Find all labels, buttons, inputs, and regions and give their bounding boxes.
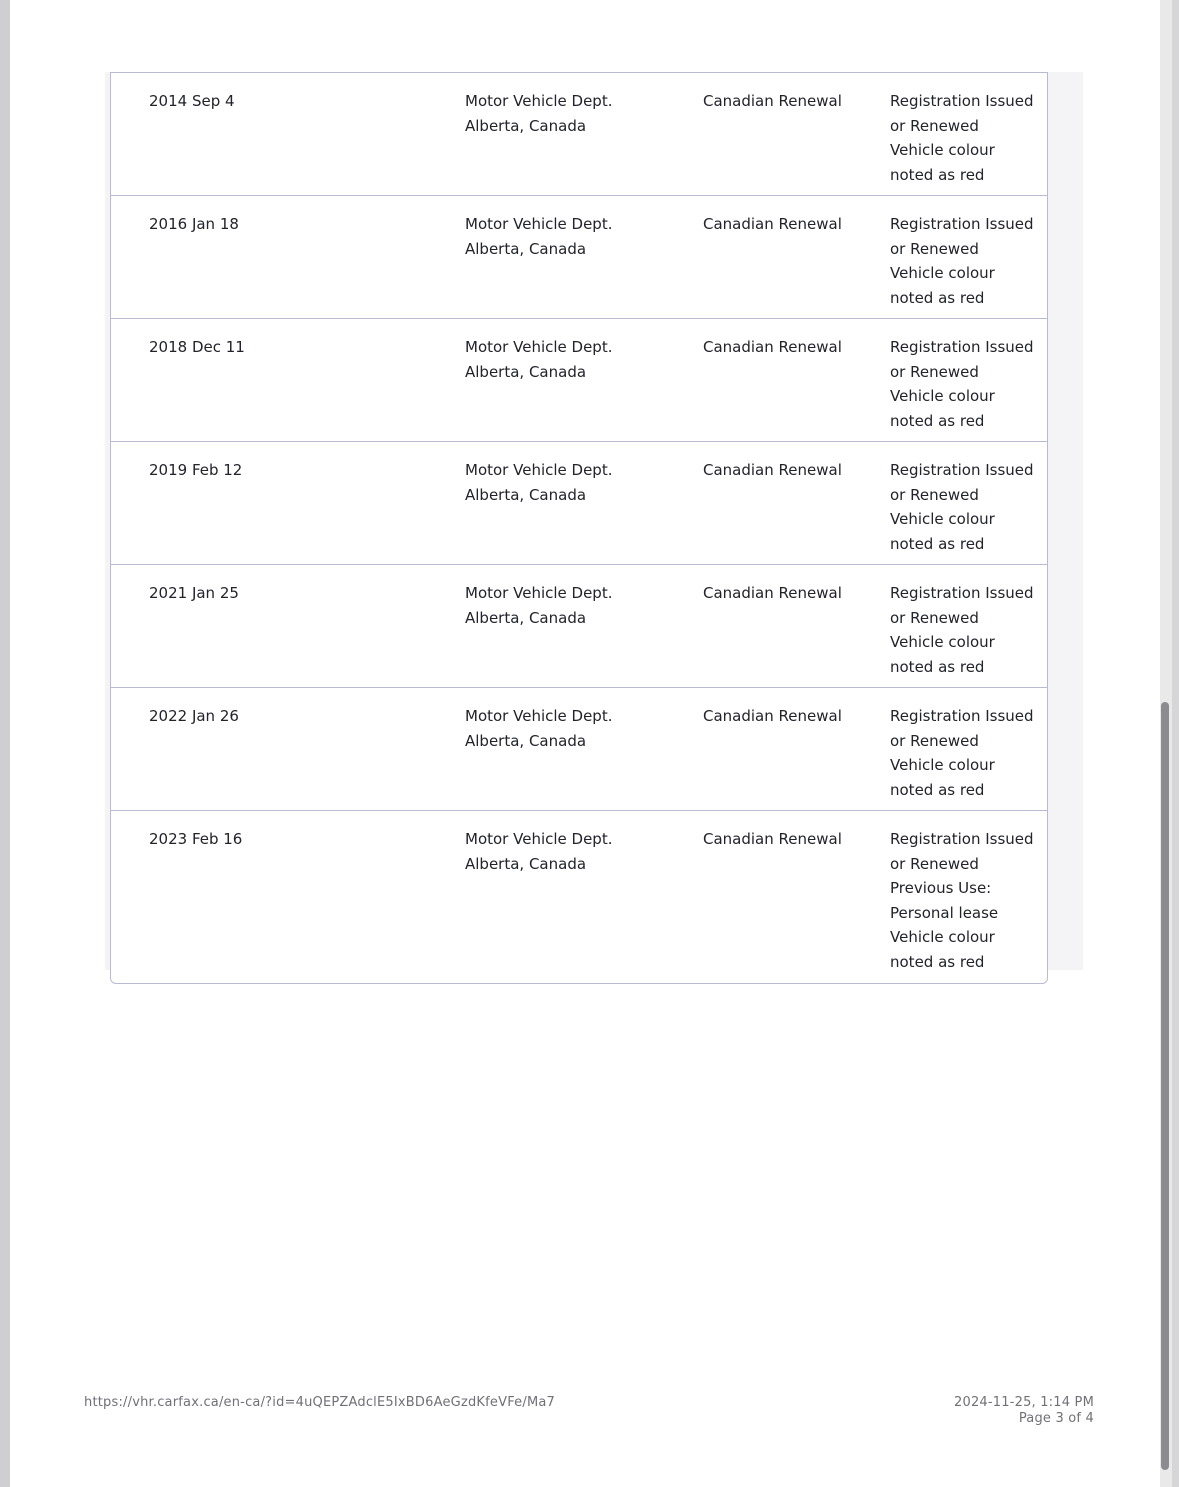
row-details [890,458,1040,556]
row-record-type: Canadian Renewal [703,707,842,725]
row-source-line: Alberta, Canada [465,854,587,873]
row-detail-line: noted as red [890,952,985,971]
row-source [465,827,665,876]
table-row [111,565,1047,688]
row-record-type: Canadian Renewal [703,92,842,110]
row-details [890,581,1040,679]
table-row [111,73,1047,196]
window-edge [1172,0,1179,1487]
row-date: 2021 Jan 25 [149,584,239,602]
footer-meta [954,1395,1094,1427]
row-detail-line: or Renewed [890,116,979,135]
row-source-line: Motor Vehicle Dept. [465,338,613,356]
row-detail-line: Vehicle colour [890,387,995,405]
row-detail-line: Registration Issued [890,830,1034,848]
row-date: 2016 Jan 18 [149,215,239,233]
row-source-line: Motor Vehicle Dept. [465,707,613,725]
row-detail-line: Vehicle colour [890,141,995,159]
row-detail-line: or Renewed [890,854,979,873]
row-source-line: Motor Vehicle Dept. [465,584,613,602]
row-source-line: Alberta, Canada [465,239,587,258]
row-detail-line: noted as red [890,534,985,553]
row-detail-line: or Renewed [890,362,979,381]
row-detail-line: Registration Issued [890,584,1034,602]
row-date: 2019 Feb 12 [149,461,243,479]
row-record-type: Canadian Renewal [703,584,842,602]
row-detail-line: noted as red [890,165,985,184]
row-date: 2023 Feb 16 [149,830,243,848]
table-row [111,688,1047,811]
row-detail-line: Registration Issued [890,461,1034,479]
row-details [890,89,1040,187]
table-row [111,442,1047,565]
row-detail-line: Vehicle colour [890,264,995,282]
row-detail-line: noted as red [890,288,985,307]
row-details [890,335,1040,433]
footer-page-number: Page 3 of 4 [1018,1411,1094,1426]
row-detail-line: Registration Issued [890,338,1034,356]
row-detail-line: or Renewed [890,485,979,504]
row-record-type: Canadian Renewal [703,215,842,233]
row-detail-line: Previous Use: [890,879,992,897]
row-date: 2014 Sep 4 [149,92,235,110]
row-date: 2022 Jan 26 [149,707,239,725]
row-source [465,704,665,753]
footer-url[interactable]: https://vhr.carfax.ca/en-ca/?id=4uQEPZAdclE5IxBD6AeGzdKfeVFe/Ma7 [84,1395,556,1410]
row-source-line: Motor Vehicle Dept. [465,461,613,479]
row-detail-line: Vehicle colour [890,510,995,528]
row-source-line: Motor Vehicle Dept. [465,215,613,233]
row-detail-line: Vehicle colour [890,633,995,651]
row-detail-line: Vehicle colour [890,756,995,774]
row-detail-line: Registration Issued [890,92,1034,110]
footer-timestamp: 2024-11-25, 1:14 PM [954,1395,1094,1410]
row-detail-line: noted as red [890,411,985,430]
row-source [465,212,665,261]
row-source-line: Motor Vehicle Dept. [465,830,613,848]
table-row [111,196,1047,319]
row-record-type: Canadian Renewal [703,830,842,848]
row-detail-line: Personal lease [890,903,999,922]
row-details [890,827,1040,974]
row-detail-line: Registration Issued [890,707,1034,725]
row-detail-line: or Renewed [890,608,979,627]
row-detail-line: Vehicle colour [890,928,995,946]
row-source-line: Alberta, Canada [465,485,587,504]
row-source [465,335,665,384]
table-row [111,319,1047,442]
vehicle-history-table [110,72,1048,984]
row-details [890,212,1040,310]
row-detail-line: noted as red [890,657,985,676]
row-details [890,704,1040,802]
row-detail-line: Registration Issued [890,215,1034,233]
row-source [465,458,665,507]
row-record-type: Canadian Renewal [703,461,842,479]
row-detail-line: or Renewed [890,239,979,258]
row-detail-line: or Renewed [890,731,979,750]
row-source [465,581,665,630]
scrollbar-thumb[interactable] [1161,702,1169,1470]
table-row [111,811,1047,983]
row-source-line: Alberta, Canada [465,731,587,750]
row-detail-line: noted as red [890,780,985,799]
row-record-type: Canadian Renewal [703,338,842,356]
row-source-line: Alberta, Canada [465,116,587,135]
row-source-line: Motor Vehicle Dept. [465,92,613,110]
row-source [465,89,665,138]
row-source-line: Alberta, Canada [465,608,587,627]
row-source-line: Alberta, Canada [465,362,587,381]
row-date: 2018 Dec 11 [149,338,245,356]
